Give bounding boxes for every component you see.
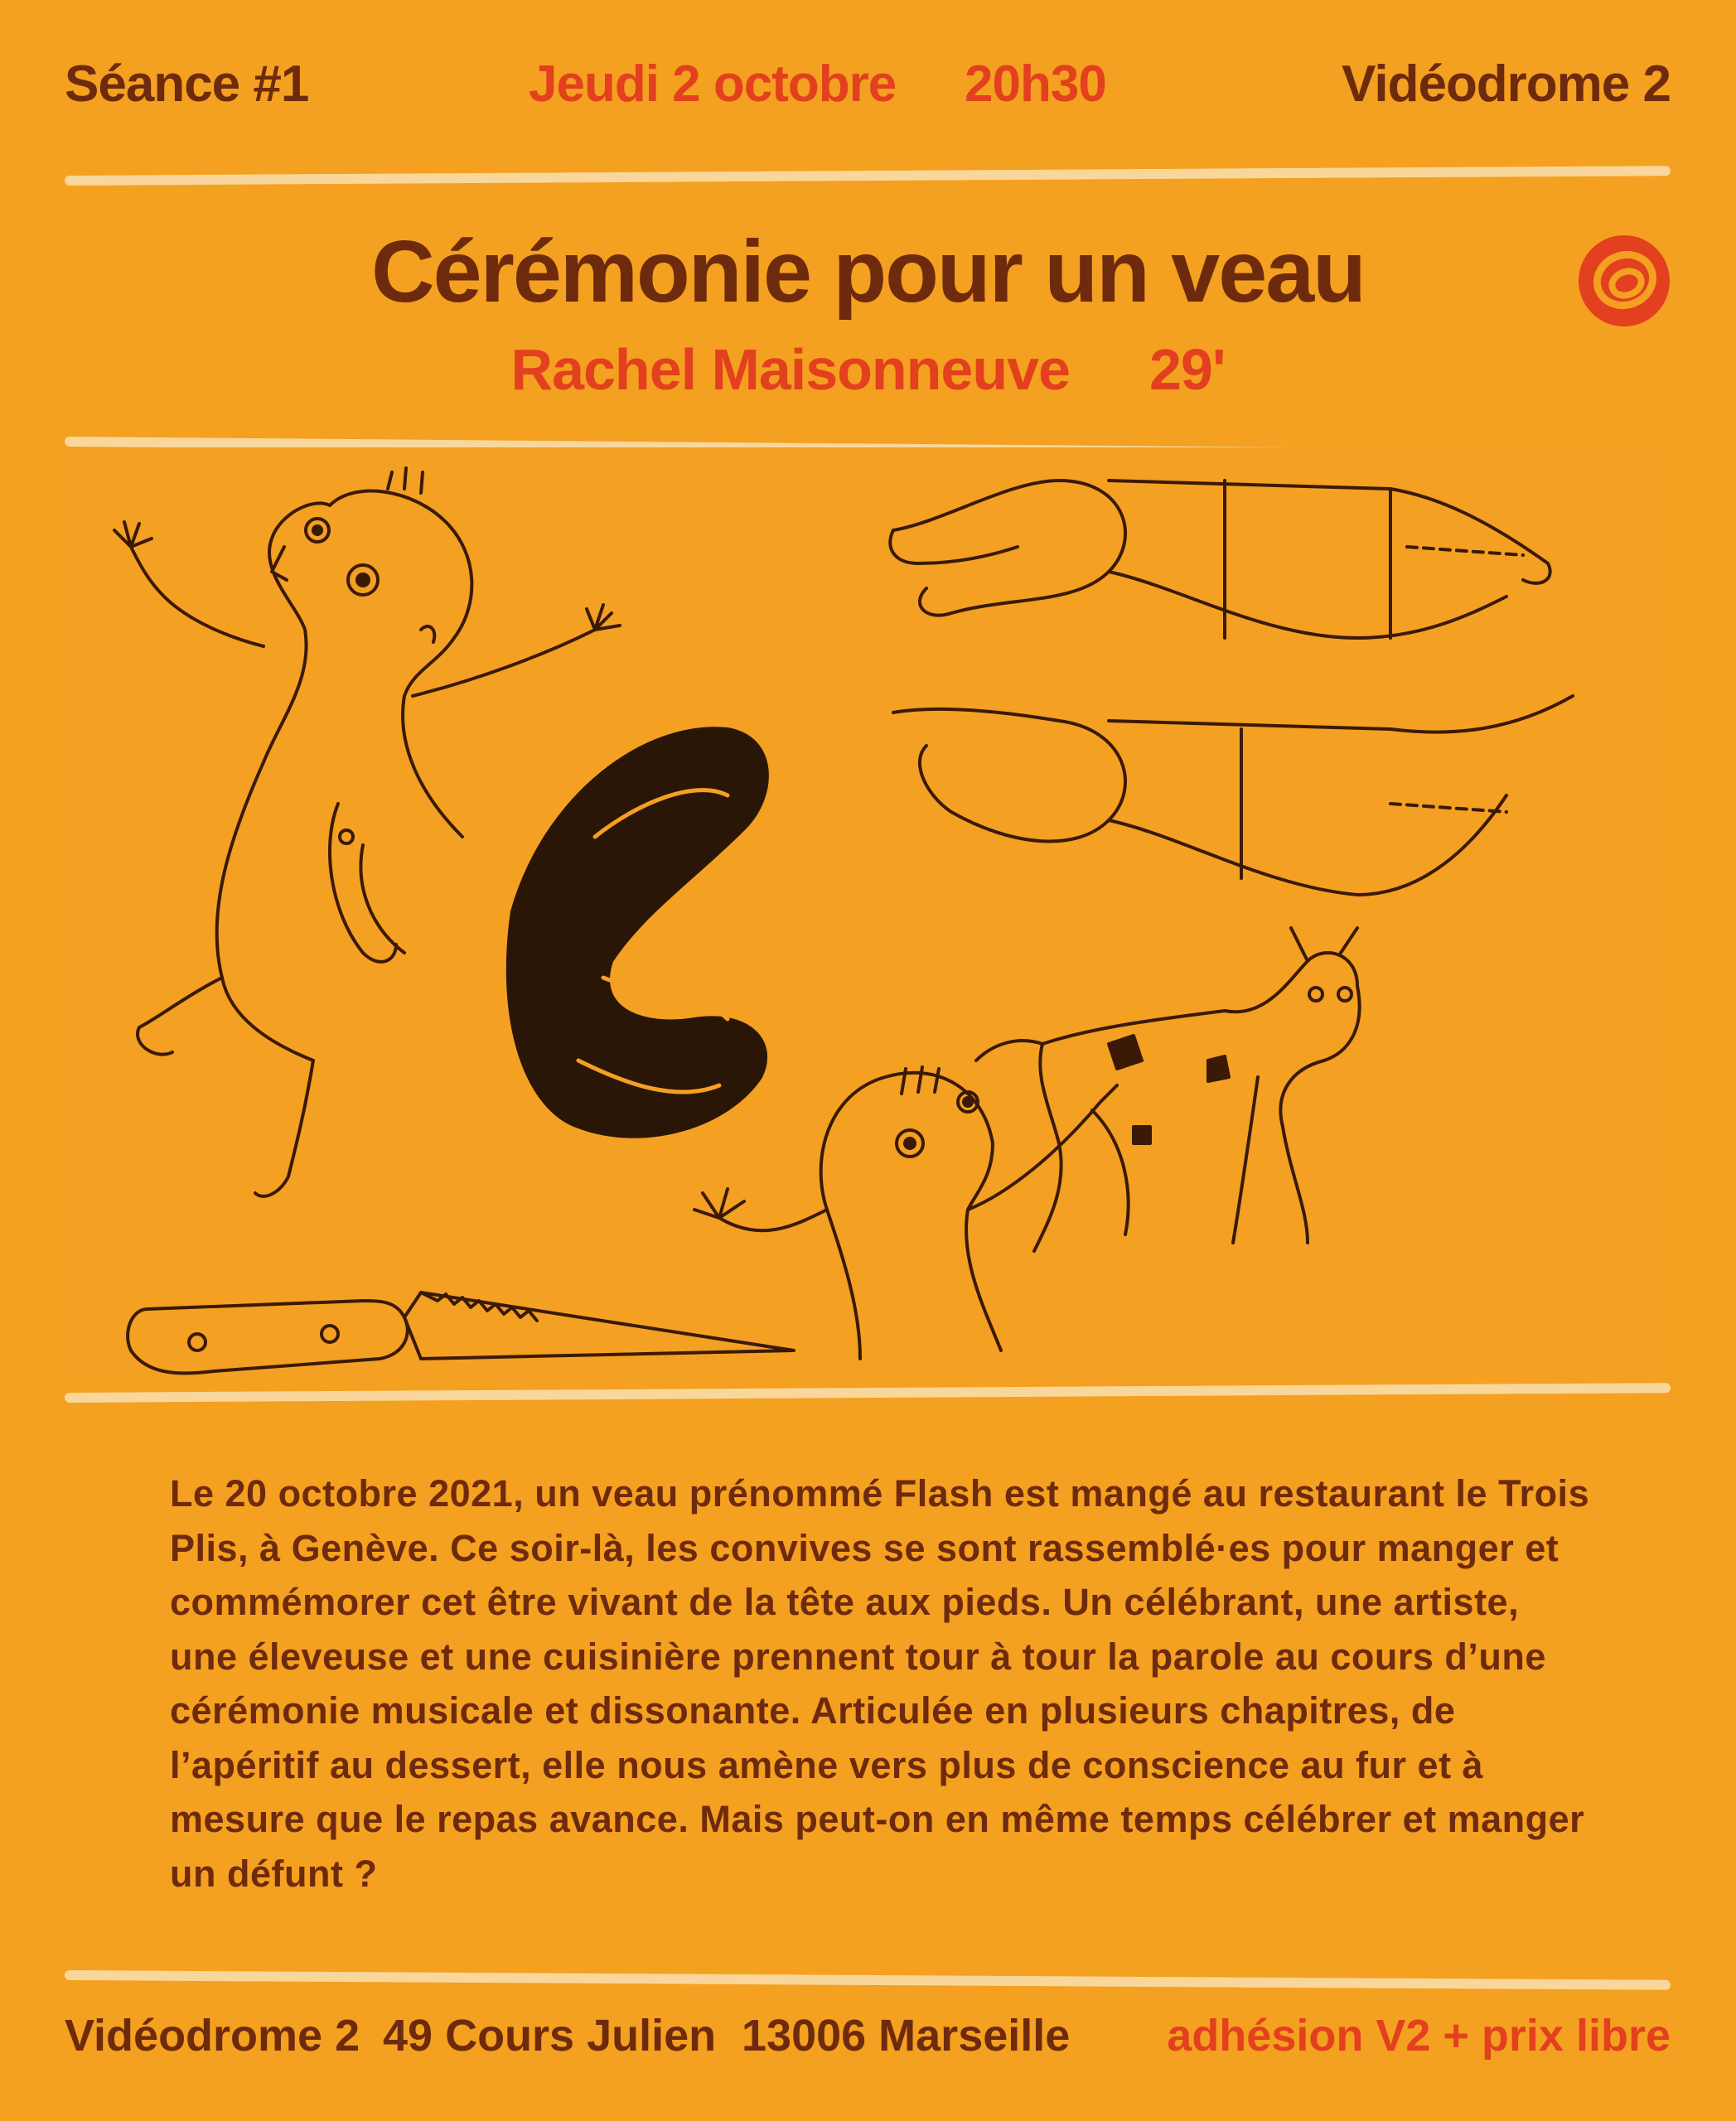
divider-bottom	[65, 1970, 1671, 1990]
screening-time: 20h30	[965, 56, 1106, 113]
film-description: Le 20 octobre 2021, un veau prénommé Flash est mangé au restaurant le Trois Plis, à Genève. Ce soir-là, les convives se sont rassemblé·es pour manger et commémorer cet être vivant de la tête aux pieds. Un célébrant, une artiste, une éleveuse et une cuisinière prennent tour à tour la parole au cours d’une cérémonie musicale et dissonante. Articulée en plusieurs chapitres, de l’apéritif au dessert, elle nous amène vers plus de conscience au fur et à mesure que le repas avance. Mais peut-on en même temps célébrer et manger un défunt ?	[170, 1472, 1590, 1895]
venue-name: Vidéodrome 2	[1342, 56, 1671, 113]
dentures-drawing	[508, 728, 767, 1137]
film-title: Cérémonie pour un veau	[371, 223, 1365, 321]
figure-bottom-drawing	[694, 1067, 1117, 1359]
film-credits	[0, 335, 1736, 404]
film-director: Rachel Maisonneuve	[510, 337, 1070, 402]
divider-artwork-bottom	[65, 1383, 1671, 1403]
session-number: Séance #1	[65, 56, 309, 113]
footer-city: 13006 Marseille	[742, 2011, 1071, 2061]
artwork-drawing	[65, 447, 1671, 1384]
footer-street: 49 Cours Julien	[383, 2011, 717, 2061]
logo-spiral-icon	[1577, 234, 1671, 328]
footer-price: adhésion V2 + prix libre	[1167, 2011, 1671, 2061]
screening-date: Jeudi 2 octobre	[529, 56, 897, 113]
calf-drawing	[976, 928, 1360, 1251]
flying-calf-drawing	[890, 481, 1573, 895]
knife-drawing	[128, 1292, 794, 1373]
film-duration: 29'	[1148, 337, 1226, 402]
divider-top	[65, 166, 1671, 186]
footer-venue: Vidéodrome 2	[65, 2011, 360, 2061]
